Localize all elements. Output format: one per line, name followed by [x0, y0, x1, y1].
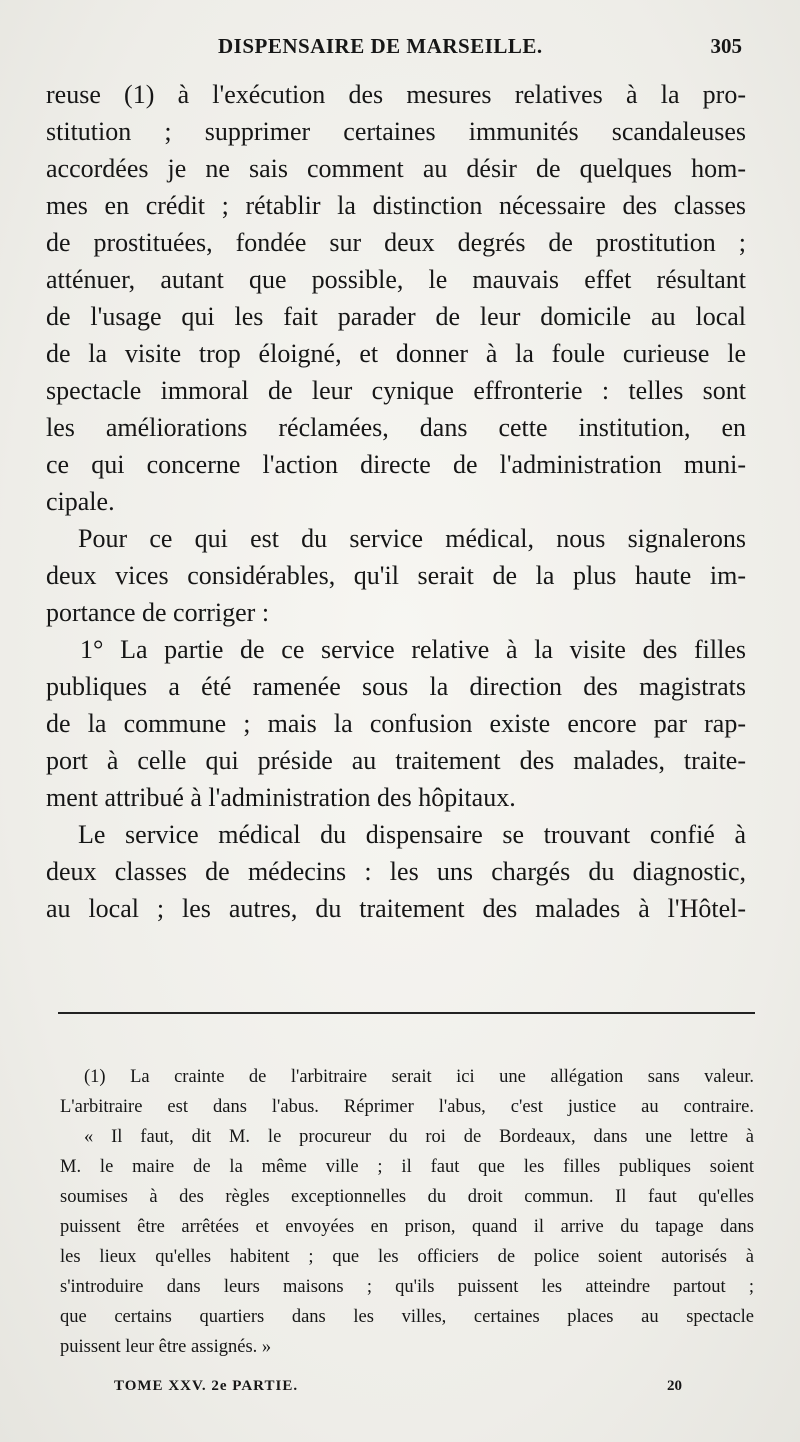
body-line: 1° La partie de ce service relative à la visite des filles — [80, 635, 746, 664]
footnote-line: s'introduire dans leurs maisons ; qu'ils puissent les atteindre partout ; — [60, 1277, 754, 1297]
body-line: deux vices considérables, qu'il serait de la plus haute im- — [46, 561, 746, 590]
footnote-line: « Il faut, dit M. le procureur du roi de Bordeaux, dans une lettre à — [84, 1127, 754, 1147]
sheet-number: 20 — [667, 1378, 682, 1394]
body-line: de prostituées, fondée sur deux degrés de prostitution ; — [46, 228, 746, 257]
body-text — [46, 76, 746, 927]
body-line: ment attribué à l'administration des hôpitaux. — [46, 783, 516, 812]
footnote-line: puissent leur être assignés. » — [60, 1337, 272, 1357]
body-line: de la commune ; mais la confusion existe encore par rap- — [46, 709, 746, 738]
body-line: deux classes de médecins : les uns chargés du diagnostic, — [46, 857, 746, 886]
body-line: port à celle qui préside au traitement des malades, traite- — [46, 746, 746, 775]
footnote — [60, 1062, 754, 1362]
body-line: mes en crédit ; rétablir la distinction nécessaire des classes — [46, 191, 746, 220]
body-line: stitution ; supprimer certaines immunités scandaleuses — [46, 117, 746, 146]
body-line: reuse (1) à l'exécution des mesures relatives à la pro- — [46, 80, 746, 109]
body-line: de l'usage qui les fait parader de leur domicile au local — [46, 302, 746, 331]
signature-mark: TOME XXV. 2e PARTIE. — [114, 1378, 299, 1394]
body-line: ce qui concerne l'action directe de l'administration muni- — [46, 450, 746, 479]
page-footer — [114, 1378, 682, 1402]
footnote-line: soumises à des règles exceptionnelles du droit commun. Il faut qu'elles — [60, 1187, 754, 1207]
body-line: Pour ce qui est du service médical, nous signalerons — [78, 524, 746, 553]
body-line: publiques a été ramenée sous la direction des magistrats — [46, 672, 746, 701]
body-line: accordées je ne sais comment au désir de quelques hom- — [46, 154, 746, 183]
body-line: de la visite trop éloigné, et donner à la foule curieuse le — [46, 339, 746, 368]
footnote-line: puissent être arrêtées et envoyées en prison, quand il arrive du tapage dans — [60, 1217, 754, 1237]
body-line: Le service médical du dispensaire se trouvant confié à — [78, 820, 746, 849]
body-line: au local ; les autres, du traitement des malades à l'Hôtel- — [46, 894, 746, 923]
page-header — [48, 34, 742, 66]
footnote-line: que certains quartiers dans les villes, certaines places au spectacle — [60, 1307, 754, 1327]
footnote-rule — [58, 1012, 755, 1014]
footnote-line: (1) La crainte de l'arbitraire serait ici une allégation sans valeur. — [84, 1067, 754, 1087]
body-line: cipale. — [46, 487, 115, 516]
footnote-line: L'arbitraire est dans l'abus. Réprimer l'abus, c'est justice au contraire. — [60, 1097, 754, 1117]
footnote-line: M. le maire de la même ville ; il faut que les filles publiques soient — [60, 1157, 754, 1177]
footnote-line: les lieux qu'elles habitent ; que les officiers de police soient autorisés à — [60, 1247, 754, 1267]
body-line: spectacle immoral de leur cynique effronterie : telles sont — [46, 376, 746, 405]
page-number: 305 — [710, 34, 742, 58]
running-head: DISPENSAIRE DE MARSEILLE. — [218, 34, 543, 58]
body-line: portance de corriger : — [46, 598, 270, 627]
body-line: atténuer, autant que possible, le mauvais effet résultant — [46, 265, 746, 294]
body-line: les améliorations réclamées, dans cette institution, en — [46, 413, 746, 442]
